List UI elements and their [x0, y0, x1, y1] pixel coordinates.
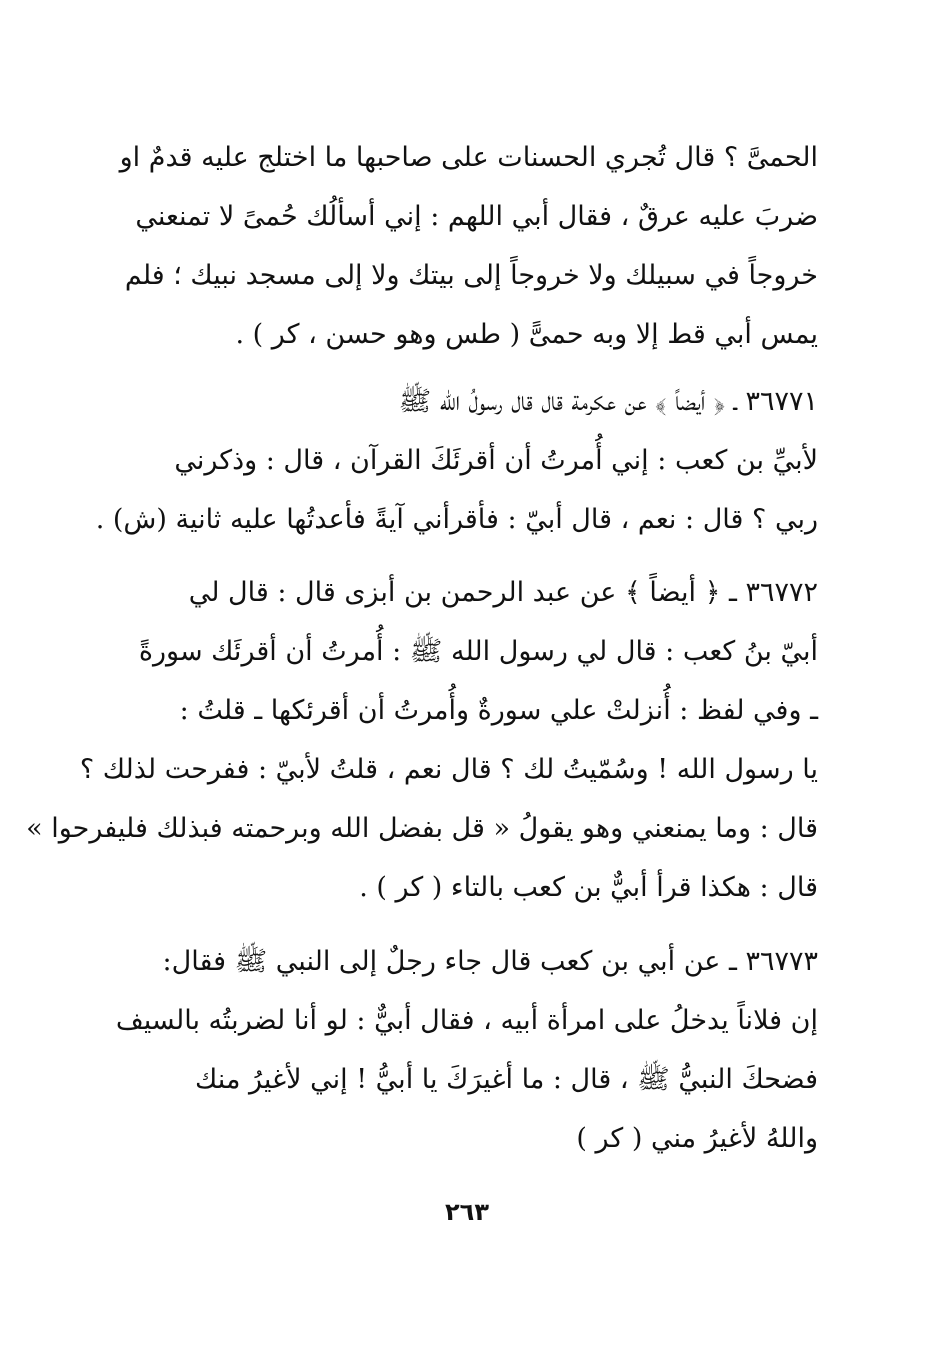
text-line: قال : هكذا قرأ أبيٌّ بن كعب بالتاء ( كر ) . [359, 872, 818, 903]
hadith-36773 [115, 932, 818, 1168]
text-line: ٣٦٧٧٢ ـ ﴿ أيضاً ﴾ عن عبد الرحمن بن أبزى قال : قال لي [188, 577, 818, 608]
text-line: ٣٦٧٧٣ ـ عن أبي بن كعب قال جاء رجلٌ إلى النبي ﷺ فقال: [162, 946, 818, 977]
hadith-36772 [26, 563, 818, 917]
text-line: إن فلاناً يدخلُ على امرأة أبيه ، فقال أبيٌّ : لو أنا لضربتُه بالسيف [115, 1005, 818, 1036]
text-line: لأبيِّ بن كعب : إني أُمرتُ أن أقرئَكَ القرآن ، قال : وذكرني [174, 445, 818, 476]
text-line: خروجاً في سبيلك ولا خروجاً إلى بيتك ولا إلى مسجد نبيك ؛ فلم [124, 260, 818, 291]
text-line: فضحكَ النبيُّ ﷺ ، قال : ما أغيرَكَ يا أبيُّ ! إني لأغيرُ منك [195, 1064, 818, 1095]
text-line: ٣٦٧٧١ ـ ﴿ أيضاً ﴾ عن عكرمة قال قال رسولُ الله ﷺ [398, 386, 818, 417]
text-line: يا رسول الله ! وسُمّيتُ لك ؟ قال نعم ، قلتُ لأبيّ : ففرحت لذلك ؟ [79, 754, 818, 785]
text-line: قال : وما يمنعني وهو يقولُ « قل بفضل الله وبرحمته فبذلك فليفرحوا » [26, 813, 818, 844]
text-line: ـ وفي لفظ : أُنزلتْ علي سورةٌ وأُمرتُ أن أقرئكها ـ قلتُ : [179, 695, 818, 726]
text-line: ربي ؟ قال : نعم ، قال أبيّ : فأقرأني آيةً فأعدتُها عليه ثانية (ش) . [95, 504, 818, 535]
text-line: يمس أبي قط إلا وبه حمىًّ ( طس وهو حسن ، كر ) . [235, 319, 818, 350]
text-line: الحمىَّ ؟ قال تُجري الحسنات على صاحبها ما اختلج عليه قدمٌ او [119, 142, 818, 173]
text-line: أبيّ بنُ كعب : قال لي رسول الله ﷺ : أُمرتُ أن أقرئَك سورةً [138, 636, 818, 667]
text-line: واللهُ لأغيرُ مني ( كر ) [576, 1123, 818, 1154]
paragraph-1 [119, 128, 818, 364]
text-line: ضربَ عليه عرقٌ ، فقال أبي اللهم : إني أسألُك حُمىً لا تمنعني [135, 201, 818, 232]
page-number: ٢٦٣ [445, 1198, 489, 1226]
hadith-36771 [95, 372, 818, 549]
